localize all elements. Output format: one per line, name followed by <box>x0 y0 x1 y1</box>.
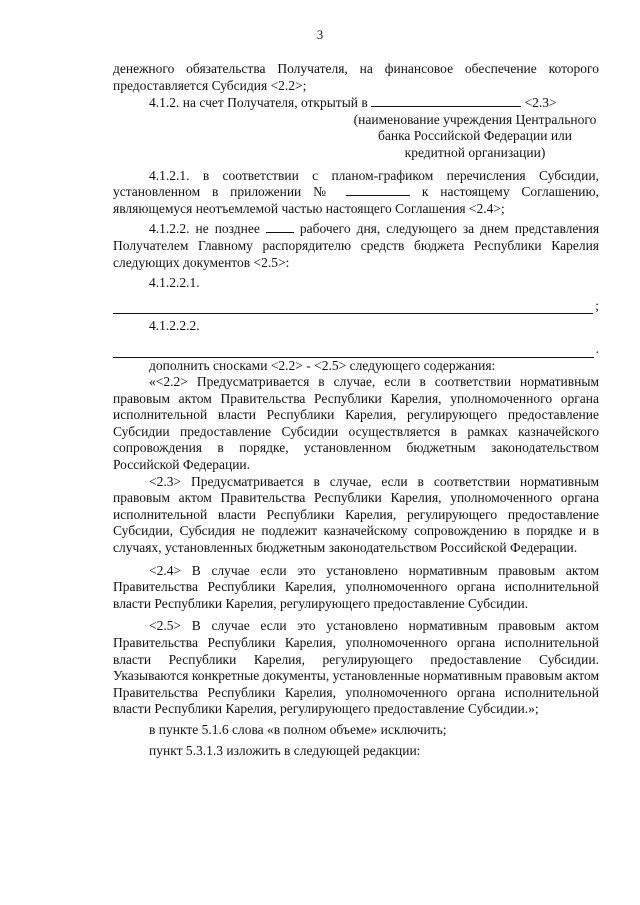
document-blank-line-1 <box>113 298 599 315</box>
bank-blank-line <box>371 95 521 107</box>
paragraph-4-1-2-1-text-b: к настоящему Соглашению, являющемуся неотъемлемой частью настоящего Соглашения <2.4>; <box>113 184 599 216</box>
paragraph-4-1-2-text: 4.1.2. на счет Получателя, открытый в <box>149 95 368 111</box>
paragraph-obligation: денежного обязательства Получателя, на финансовое обеспечение которого предоставляется Субсидия <2.2>; <box>113 61 599 93</box>
paragraph-4-1-2-2-2-label: 4.1.2.2.2. <box>149 318 200 334</box>
paragraph-add-footnotes: дополнить сносками <2.2> - <2.5> следующего содержания: <box>149 357 496 373</box>
paragraph-4-1-2-1-text-a: 4.1.2.1. в соответствии с планом-графиком перечисления Субсидии, установленном в приложении № <box>113 167 599 200</box>
footnote-2-4: <2.4> В случае если это установлено нормативным правовым актом Правительства Республики Карелия, уполномоченного органа исполнительной власти Республики Карелия, регулирующего предоставление Субсидии. <box>113 562 599 611</box>
footnote-2-3: <2.3> Предусматривается в случае, если в соответствии нормативным правовым актом Правительства Республики Карелия, уполномоченного органа исполнительной власти Республики Карелия, регулирующего предоставление Субсидии, Субсидия не подлежит казначейскому сопровождению в порядке и в случаях, установленных бюджетным законодательством Российской Федерации. <box>113 473 599 556</box>
paragraph-4-1-2-2-text-b: рабочего дня, следующего за днем представления Получателем Главному распорядителю средств бюджета Республики Карелия следующих документов <2.5>: <box>113 221 600 270</box>
paragraph-4-1-2 <box>113 95 599 112</box>
page-number: 3 <box>316 28 324 42</box>
blank-line-1-end: ; <box>595 297 599 313</box>
blank-rule-1 <box>113 301 593 314</box>
paragraph-4-1-2-2 <box>113 221 599 271</box>
blank-rule-2 <box>113 345 594 358</box>
paragraph-4-1-2-2-1-label: 4.1.2.2.1. <box>149 275 200 291</box>
days-blank <box>266 221 294 233</box>
paragraph-5-1-6: в пункте 5.1.6 слова «в полном объеме» исключить; <box>149 721 447 737</box>
paragraph-4-1-2-2-text-a: 4.1.2.2. не позднее <box>149 221 260 237</box>
paragraph-5-3-1-3: пункт 5.3.1.3 изложить в следующей редакции: <box>149 742 421 758</box>
footnote-2-2: «<2.2> Предусматривается в случае, если в соответствии нормативным правовым актом Правительства Республики Карелия, уполномоченного органа исполнительной власти Республики Карелия, регулирующего предоставление Субсидии предоставление Субсидии осуществляется в рамках казначейского сопровождения в порядке, установленном бюджетным законодательством Российской Федерации. <box>113 374 599 473</box>
appendix-number-blank <box>346 184 410 196</box>
paragraph-4-1-2-1 <box>113 168 599 218</box>
footnote-ref-2-3: <2.3> <box>524 95 557 111</box>
bank-name-caption: (наименование учреждения Центрального банка Российской Федерации или кредитной организации) <box>353 111 597 160</box>
document-blank-line-2 <box>113 341 599 358</box>
blank-line-2-end: . <box>595 340 599 356</box>
footnote-2-5: <2.5> В случае если это установлено нормативным правовым актом Правительства Республики Карелия, уполномоченного органа исполнительной власти Республики Карелия, регулирующего предоставление Субсидии. Указываются конкретные документы, установленные нормативным правовым актом Правительства Республики Карелия, уполномоченного органа исполнительной власти Республики Карелия, регулирующего предоставление Субсидии.»; <box>113 618 600 717</box>
document-body <box>113 61 599 759</box>
